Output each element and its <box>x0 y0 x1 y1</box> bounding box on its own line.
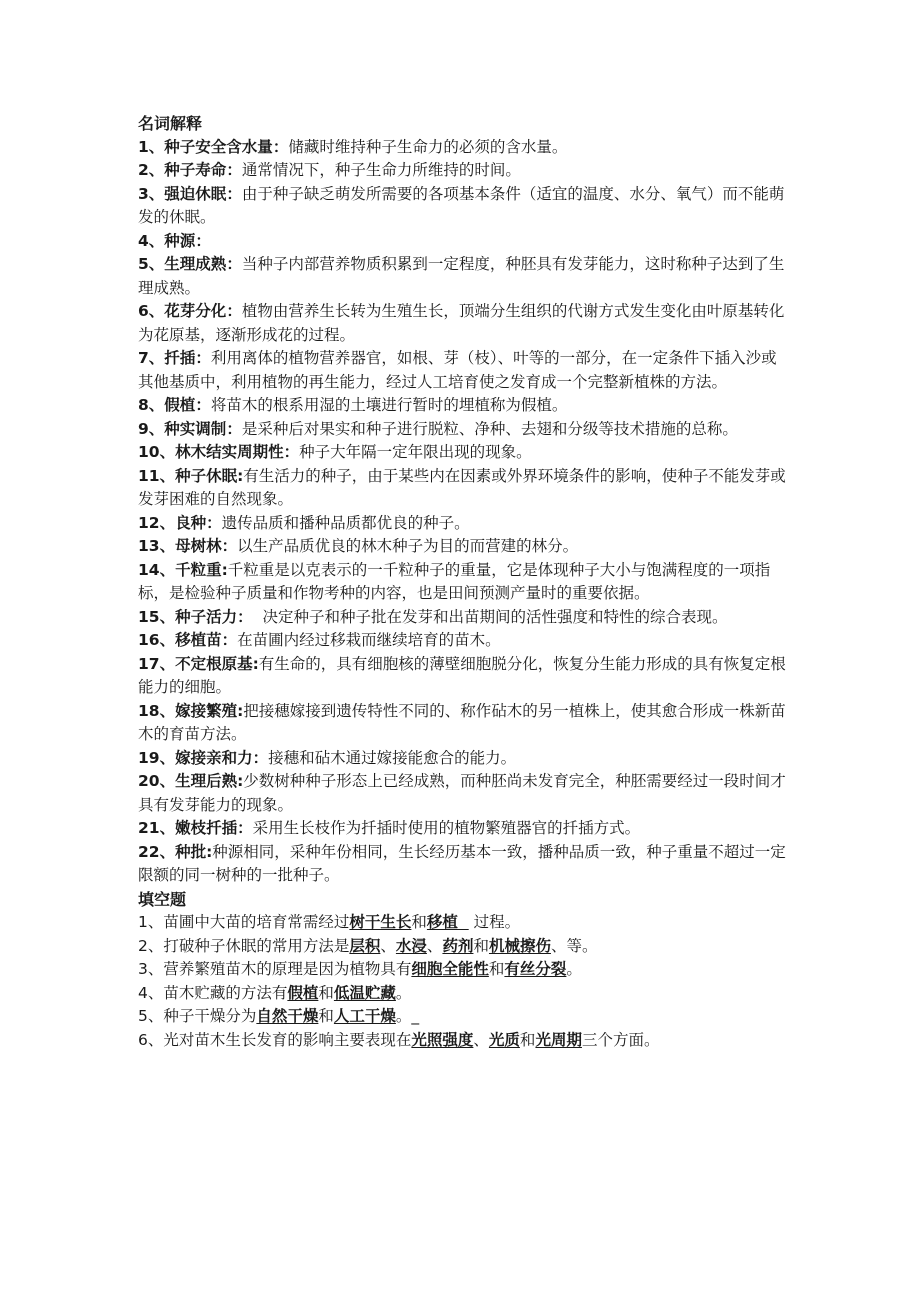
definition-term: 种子休眠 <box>175 466 238 485</box>
definition-text: 决定种子和种子批在发芽和出苗期间的活性强度和特性的综合表现。 <box>252 607 728 626</box>
question-text: 3、营养繁殖苗木的原理是因为植物具有 <box>138 960 412 978</box>
item-number: 6、 <box>138 302 165 320</box>
answer-text: 药剂 <box>442 936 474 955</box>
definition-text: 接穗和砧木通过嫁接能愈合的能力。 <box>268 748 517 767</box>
item-number: 11、 <box>138 466 176 485</box>
question-text: 、 <box>426 936 443 955</box>
answer-text: 树干生长 <box>349 913 412 931</box>
definition-item <box>138 183 788 230</box>
question-text: 三个方面。 <box>581 1030 660 1049</box>
definition-text: 由于种子缺乏萌发所需要的各项基本条件（适宜的温度、水分、氧气）而不能萌发的休眠。 <box>138 184 785 226</box>
definition-term: 生理成熟 <box>164 255 227 273</box>
term-separator: : <box>206 842 213 861</box>
definition-text: 遗传品质和播种品质都优良的种子。 <box>221 513 470 532</box>
item-number: 15、 <box>138 607 176 626</box>
definition-item <box>138 770 788 817</box>
item-number: 18、 <box>138 701 176 720</box>
question-text: 和 <box>473 936 489 955</box>
term-separator: : <box>237 701 244 720</box>
definition-term: 种实调制 <box>164 419 227 438</box>
definition-text: 植物由营养生长转为生殖生长，顶端分生组织的代谢方式发生变化由叶原基转化为花原基，逐渐形成花的过程。 <box>138 302 785 344</box>
term-separator: : <box>237 466 244 485</box>
term-separator: : <box>252 654 259 673</box>
definition-item <box>138 394 788 418</box>
question-text: 和 <box>318 1007 334 1025</box>
term-separator: ： <box>195 349 211 367</box>
question-text: 。 <box>566 960 582 978</box>
definition-term: 良种 <box>175 513 207 532</box>
question-text: 。 <box>395 983 412 1002</box>
definition-term: 嫁接亲和力 <box>175 748 253 767</box>
question-text: 、 <box>380 936 396 955</box>
definition-item <box>138 300 788 347</box>
definition-item <box>138 653 788 700</box>
fill-blank-item <box>138 982 788 1006</box>
term-separator: ： <box>237 607 253 626</box>
definition-item <box>138 629 788 653</box>
definition-text: 种子大年隔一定年限出现的现象。 <box>299 443 532 461</box>
definition-term: 生理后熟 <box>175 772 238 790</box>
term-separator: ： <box>283 443 300 461</box>
item-number: 5、 <box>138 255 165 273</box>
question-text: 和 <box>488 960 505 978</box>
answer-text: 层积 <box>349 936 381 955</box>
definition-item <box>138 136 788 160</box>
definition-text: 采用生长枝作为扦插时使用的植物繁殖器官的扦插方式。 <box>252 819 641 837</box>
definition-item <box>138 441 788 465</box>
item-number: 3、 <box>138 184 165 203</box>
question-text: 6、光对苗木生长发育的影响主要表现在 <box>138 1030 412 1049</box>
definition-item <box>138 465 788 512</box>
definition-term: 假植 <box>164 396 196 414</box>
term-separator: ： <box>226 184 242 203</box>
item-number: 2、 <box>138 161 165 179</box>
definition-term: 种源 <box>164 231 196 250</box>
question-text: 。_ <box>395 1007 420 1025</box>
definition-term: 种批 <box>175 842 207 861</box>
fill-blank-item <box>138 958 788 982</box>
definition-text: 储藏时维持种子生命力的必须的含水量。 <box>288 137 568 156</box>
term-separator: : <box>237 772 244 790</box>
definition-item <box>138 535 788 559</box>
item-number: 7、 <box>138 349 165 367</box>
answer-text: 低温贮藏 <box>333 983 396 1002</box>
item-number: 14、 <box>138 560 176 579</box>
term-separator: ： <box>226 255 242 273</box>
answer-text: 人工干燥 <box>333 1007 396 1025</box>
item-number: 17、 <box>138 654 176 673</box>
definition-item <box>138 559 788 606</box>
answer-text: 移植 <box>426 913 469 931</box>
definition-item <box>138 747 788 771</box>
definition-item <box>138 159 788 183</box>
definition-item <box>138 817 788 841</box>
definition-term: 种子安全含水量 <box>164 137 273 156</box>
item-number: 13、 <box>138 537 176 555</box>
answer-text: 自然干燥 <box>256 1007 319 1025</box>
definition-term: 种子寿命 <box>164 161 227 179</box>
fill-blank-list <box>138 911 788 1052</box>
answer-text: 光照强度 <box>411 1030 474 1049</box>
definition-item <box>138 512 788 536</box>
definition-term: 嫩枝扦插 <box>175 819 238 837</box>
question-text: 5、种子干燥分为 <box>138 1007 257 1025</box>
definition-text: 有生命的，具有细胞核的薄壁细胞脱分化，恢复分生能力形成的具有恢复定根能力的细胞。 <box>138 654 786 696</box>
definition-text: 种源相同，采种年份相同，生长经历基本一致，播种品质一致，种子重量不超过一定限额的同一树种的一批种子。 <box>138 842 786 884</box>
item-number: 4、 <box>138 231 165 250</box>
term-separator: ： <box>237 819 253 837</box>
question-text: 1、苗圃中大苗的培育常需经过 <box>138 913 350 931</box>
definition-term: 林木结实周期性 <box>175 443 284 461</box>
item-number: 20、 <box>138 772 176 790</box>
item-number: 1、 <box>138 137 165 156</box>
definition-term: 母树林 <box>175 537 222 555</box>
definition-item <box>138 347 788 394</box>
definition-item <box>138 841 788 888</box>
definition-item <box>138 418 788 442</box>
item-number: 12、 <box>138 513 176 532</box>
question-text: 4、苗木贮藏的方法有 <box>138 983 288 1002</box>
item-number: 8、 <box>138 396 165 414</box>
term-separator: ： <box>252 748 269 767</box>
definition-text: 将苗木的根系用湿的土壤进行暂时的埋植称为假植。 <box>210 396 568 414</box>
definition-text: 有生活力的种子，由于某些内在因素或外界环境条件的影响，使种子不能发芽或发芽困难的自然现象。 <box>138 466 786 508</box>
definition-text: 以生产品质优良的林木种子为目的而营建的林分。 <box>237 537 579 555</box>
term-separator: ： <box>195 231 211 250</box>
section-title-fill-blank: 填空题 <box>138 889 187 909</box>
definition-term: 千粒重 <box>175 560 222 579</box>
item-number: 16、 <box>138 631 176 649</box>
term-separator: ： <box>272 137 289 156</box>
item-number: 22、 <box>138 842 176 861</box>
definition-term: 移植苗 <box>175 631 222 649</box>
definition-text: 把接穗嫁接到遗传特性不同的、称作砧木的另一植株上，使其愈合形成一株新苗木的育苗方法。 <box>138 701 786 743</box>
answer-text: 光周期 <box>535 1030 582 1049</box>
fill-blank-item <box>138 935 788 959</box>
definition-text: 利用离体的植物营养器官，如根、芽（枝）、叶等的一部分，在一定条件下插入沙或其他基质中，利用植物的再生能力，经过人工培育使之发育成一个完整新植株的方法。 <box>138 349 777 391</box>
fill-blank-item <box>138 1005 788 1029</box>
term-separator: ： <box>226 302 242 320</box>
definition-text: 是采种后对果实和种子进行脱粒、净种、去翅和分级等技术措施的总称。 <box>241 419 738 438</box>
definition-term: 花芽分化 <box>164 302 227 320</box>
term-separator: ： <box>226 161 242 179</box>
question-text: 、 <box>473 1030 489 1049</box>
definition-item <box>138 606 788 630</box>
answer-text: 机械擦伤 <box>488 936 551 955</box>
definition-text: 在苗圃内经过移栽而继续培育的苗木。 <box>237 631 501 649</box>
definition-term: 嫁接繁殖 <box>175 701 238 720</box>
term-separator: ： <box>206 513 222 532</box>
item-number: 10、 <box>138 443 176 461</box>
term-separator: ： <box>221 631 238 649</box>
definition-text: 少数树种种子形态上已经成熟，而种胚尚未发育完全，种胚需要经过一段时间才具有发芽能力的现象。 <box>138 772 786 814</box>
question-text: 和 <box>411 913 427 931</box>
question-text: 和 <box>519 1030 536 1049</box>
definition-text: 通常情况下，种子生命力所维持的时间。 <box>241 161 521 179</box>
document-page <box>138 112 788 1052</box>
fill-blank-item <box>138 911 788 935</box>
definition-term: 不定根原基 <box>175 654 253 673</box>
item-number: 9、 <box>138 419 165 438</box>
term-separator: ： <box>195 396 211 414</box>
definition-text: 千粒重是以克表示的一千粒种子的重量，它是体现种子大小与饱满程度的一项指标，是检验种子质量和作物考种的内容，也是田间预测产量时的重要依据。 <box>138 560 771 602</box>
definition-text: 当种子内部营养物质积累到一定程度，种胚具有发芽能力，这时称种子达到了生理成熟。 <box>138 255 785 297</box>
fill-blank-item <box>138 1029 788 1053</box>
question-text: 和 <box>318 983 334 1002</box>
answer-text: 水浸 <box>395 936 427 955</box>
term-separator: ： <box>226 419 242 438</box>
definition-term: 种子活力 <box>175 607 238 626</box>
term-separator: ： <box>221 537 238 555</box>
question-text: 过程。 <box>468 913 521 931</box>
section-title-definitions: 名词解释 <box>138 114 203 133</box>
item-number: 19、 <box>138 748 176 767</box>
definition-item <box>138 253 788 300</box>
answer-text: 细胞全能性 <box>411 960 489 978</box>
definition-term: 扦插 <box>164 349 196 367</box>
definition-term: 强迫休眠 <box>164 184 227 203</box>
answer-text: 假植 <box>287 983 319 1002</box>
question-text: 2、打破种子休眠的常用方法是 <box>138 936 350 955</box>
answer-text: 有丝分裂 <box>504 960 567 978</box>
definitions-list <box>138 136 788 888</box>
term-separator: : <box>221 560 228 579</box>
definition-item <box>138 700 788 747</box>
definition-item <box>138 230 788 254</box>
answer-text: 光质 <box>488 1030 520 1049</box>
question-text: 、等。 <box>550 936 598 955</box>
item-number: 21、 <box>138 819 176 837</box>
